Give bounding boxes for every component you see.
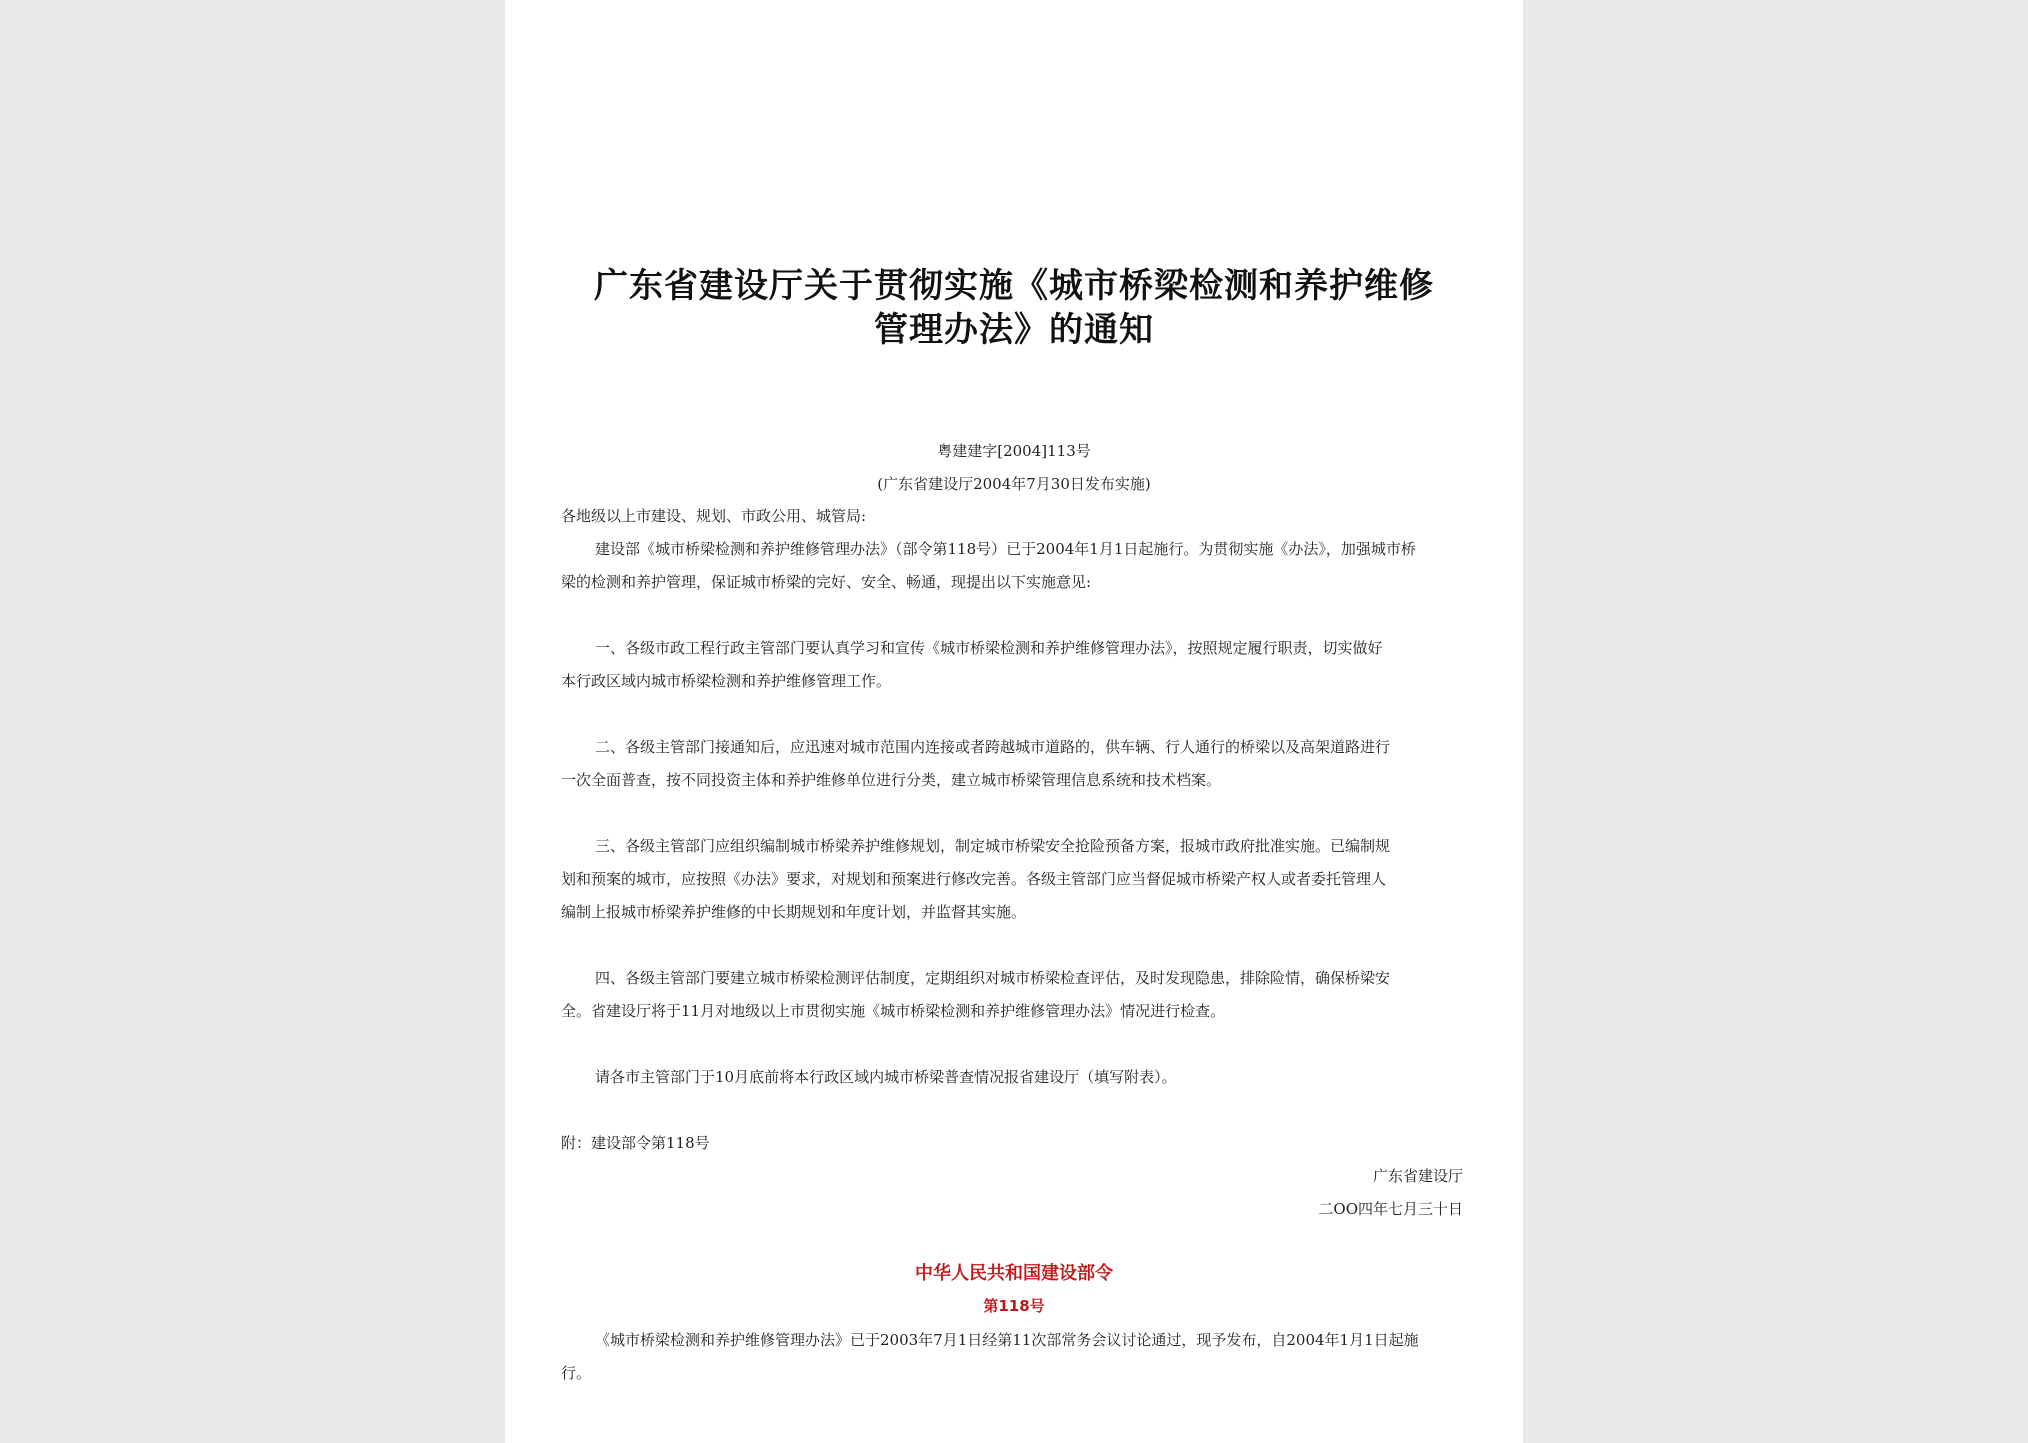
decree-paragraph-line-1: 《城市桥梁检测和养护维修管理办法》已于2003年7月1日经第11次部常务会议讨论通过，现予发布，自2004年1月1日起施 [595,1331,1419,1349]
attachment-note: 附：建设部令第118号 [561,1134,710,1152]
decree-number: 第118号 [983,1297,1045,1315]
document-title-line-2: 管理办法》的通知 [874,310,1154,350]
item-1-line-1: 一、各级市政工程行政主管部门要认真学习和宣传《城市桥梁检测和养护维修管理办法》，按照规定履行职责，切实做好 [595,639,1383,657]
decree-paragraph-line-2: 行。 [561,1364,592,1382]
item-1-line-2: 本行政区域内城市桥梁检测和养护维修管理工作。 [561,672,892,690]
item-2-line-1: 二、各级主管部门接通知后，应迅速对城市范围内连接或者跨越城市道路的，供车辆、行人通行的桥梁以及高架道路进行 [595,738,1391,756]
item-3-line-1: 三、各级主管部门应组织编制城市桥梁养护维修规划，制定城市桥梁安全抢险预备方案，报城市政府批准实施。已编制规 [595,837,1391,855]
signature-date: 二OO四年七月三十日 [1318,1200,1463,1218]
item-4-line-2: 全。省建设厅将于11月对地级以上市贯彻实施《城市桥梁检测和养护维修管理办法》情况进行检查。 [561,1002,1226,1020]
document-page [505,0,1523,1443]
decree-title: 中华人民共和国建设部令 [915,1263,1113,1284]
item-3-line-3: 编制上报城市桥梁养护维修的中长期规划和年度计划，并监督其实施。 [561,903,1027,921]
item-2-line-2: 一次全面普查，按不同投资主体和养护维修单位进行分类，建立城市桥梁管理信息系统和技术档案。 [561,771,1222,789]
item-4-line-1: 四、各级主管部门要建立城市桥梁检测评估制度，定期组织对城市桥梁检查评估，及时发现隐患，排除险情，确保桥梁安 [595,969,1391,987]
signature-organization: 广东省建设厅 [1372,1167,1463,1185]
salutation: 各地级以上市建设、规划、市政公用、城管局: [561,507,867,525]
intro-paragraph-line-1: 建设部《城市桥梁检测和养护维修管理办法》（部令第118号）已于2004年1月1日起施行。为贯彻实施《办法》，加强城市桥 [595,540,1416,558]
document-title-line-1: 广东省建设厅关于贯彻实施《城市桥梁检测和养护维修 [594,266,1434,306]
request-paragraph: 请各市主管部门于10月底前将本行政区域内城市桥梁普查情况报省建设厅（填写附表）。 [595,1068,1177,1086]
document-number: 粤建建字[2004]113号 [937,442,1091,460]
intro-paragraph-line-2: 梁的检测和养护管理，保证城市桥梁的完好、安全、畅通，现提出以下实施意见: [561,573,1092,591]
item-3-line-2: 划和预案的城市，应按照《办法》要求，对规划和预案进行修改完善。各级主管部门应当督促城市桥梁产权人或者委托管理人 [561,870,1387,888]
issue-note: (广东省建设厅2004年7月30日发布实施) [877,475,1151,493]
